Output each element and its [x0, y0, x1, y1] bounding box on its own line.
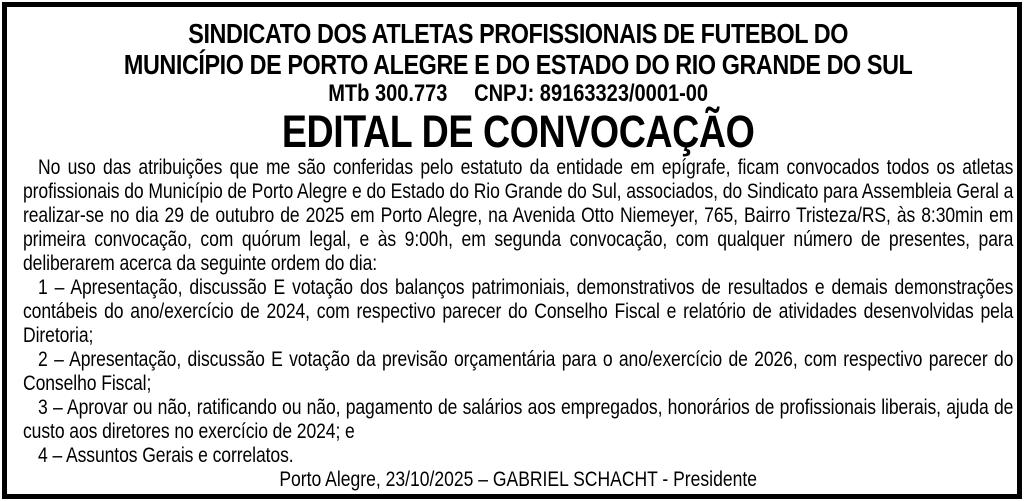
- org-name-line-1: SINDICATO DOS ATLETAS PROFISSIONAIS DE FUTEBOL DO: [188, 18, 849, 49]
- notice-content: [23, 18, 1013, 492]
- notice-border: [2, 2, 1022, 499]
- agenda-item-1: 1 – Apresentação, discussão E votação dos balanços patrimoniais, demonstrativos de resultados e demais demonstrações contábeis do ano/exercício de 2024, com respectivo parecer do Conselho Fiscal e relatório de atividades desenvolvidas pela Diretoria;: [23, 276, 1014, 347]
- signature-line: Porto Alegre, 23/10/2025 – GABRIEL SCHACHT - Presidente: [279, 468, 757, 491]
- mtb-number: MTb 300.773: [328, 80, 448, 107]
- agenda-item-4: 4 – Assuntos Gerais e correlatos.: [38, 444, 294, 467]
- agenda-item-3: 3 – Aprovar ou não, ratificando ou não, pagamento de salários aos empregados, honorários de profissionais liberais, ajuda de custo aos diretores no exercício de 2024; e: [23, 396, 1014, 443]
- agenda-item-2: 2 – Apresentação, discussão E votação da previsão orçamentária para o ano/exercício de 2026, com respectivo parecer do Conselho Fiscal;: [23, 348, 1014, 395]
- notice-title: EDITAL DE CONVOCAÇÃO: [281, 106, 755, 157]
- intro-paragraph: No uso das atribuições que me são conferidas pelo estatuto da entidade em epígrafe, ficam convocados todos os atletas profissionais do Município de Porto Alegre e do Estado do Rio Grande do Sul, associados, do Sindicato para Assembleia Geral a realizar-se no dia 29 de outubro de 2025 em Porto Alegre, na Avenida Otto Niemeyer, 765, Bairro Tristeza/RS, às 8:30min em primeira convocação, com quórum legal, e às 9:00h, em segunda convocação, com qualquer número de presentes, para deliberarem acerca da seguinte ordem do dia:: [23, 156, 1014, 275]
- registration-line: [23, 80, 1013, 108]
- cnpj-number: CNPJ: 89163323/0001-00: [474, 80, 709, 107]
- org-name-line-2: MUNICÍPIO DE PORTO ALEGRE E DO ESTADO DO RIO GRANDE DO SUL: [123, 49, 913, 80]
